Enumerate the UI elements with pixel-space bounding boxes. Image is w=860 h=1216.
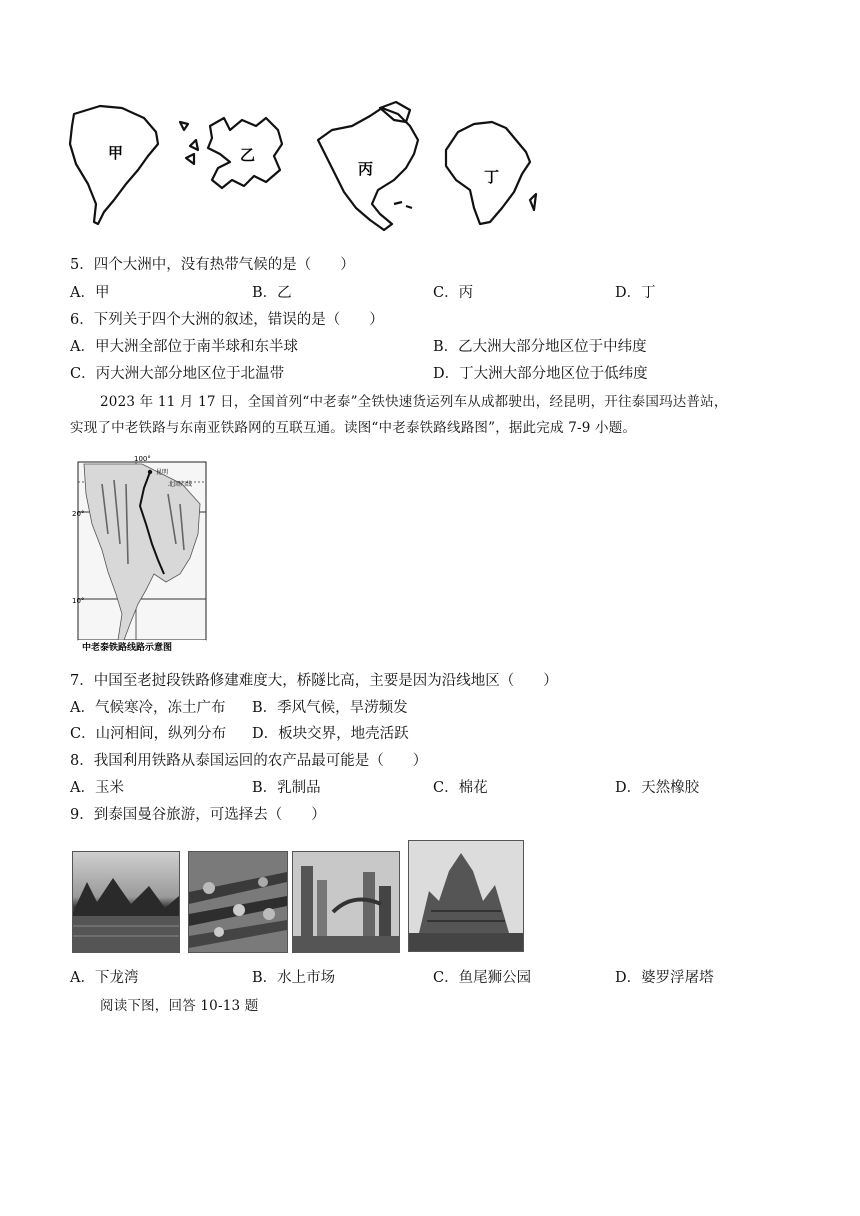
- longitude-label: 100°: [134, 455, 151, 463]
- next-instruction: 阅读下图，回答 10-13 题: [100, 998, 259, 1014]
- madagascar-outline: [530, 194, 536, 210]
- q6-option-b[interactable]: B．乙大洲大部分地区位于中纬度: [433, 339, 647, 355]
- q8-option-d[interactable]: D．天然橡胶: [615, 780, 700, 796]
- q7-stem: 7．中国至老挝段铁路修建难度大，桥隧比高，主要是因为沿线地区（ ）: [70, 673, 558, 689]
- q7-option-a[interactable]: A．气候寒冷，冻土广布: [70, 700, 226, 716]
- q6-stem: 6．下列关于四个大洲的叙述，错误的是（ ）: [70, 312, 384, 328]
- passage-line-1: 2023 年 11 月 17 日，全国首列“中老泰”全铁快速货运列车从成都驶出，经昆明，开往泰国玛达普站，: [100, 394, 728, 410]
- continent-outlines: [60, 100, 550, 240]
- photo-halong-bay: [72, 851, 180, 953]
- photo-floating-market: [188, 851, 288, 953]
- q8-option-a[interactable]: A．玉米: [70, 780, 124, 796]
- railway-map-caption: 中老泰铁路线路示意图: [82, 643, 173, 653]
- railway-map-figure: [72, 454, 212, 654]
- lat20-label: 20°: [72, 510, 85, 518]
- q5-stem: 5．四个大洲中，没有热带气候的是（ ）: [70, 257, 355, 273]
- q8-option-c[interactable]: C．棉花: [433, 780, 488, 796]
- q9-option-a[interactable]: A．下龙湾: [70, 970, 139, 986]
- q9-stem: 9．到泰国曼谷旅游，可选择去（ ）: [70, 807, 326, 823]
- q9-option-b[interactable]: B．水上市场: [252, 970, 336, 986]
- continent-maps: [60, 100, 550, 240]
- passage-line-2: 实现了中老铁路与东南亚铁路网的互联互通。读图“中老泰铁路线路图”，据此完成 7-9 小题。: [70, 420, 637, 436]
- label-yi: 乙: [240, 146, 256, 164]
- europe-island-3: [180, 122, 188, 130]
- q7-option-b[interactable]: B．季风气候，旱涝频发: [252, 700, 408, 716]
- q5-option-a[interactable]: A．甲: [70, 285, 110, 301]
- city-label-kunming: 昆明: [156, 469, 169, 476]
- photo-merlion-park: [292, 851, 400, 953]
- q6-option-c[interactable]: C．丙大洲大部分地区位于北温带: [70, 366, 285, 382]
- south-america-outline: [70, 106, 158, 224]
- q6-option-a[interactable]: A．甲大洲全部位于南半球和东半球: [70, 339, 298, 355]
- label-jia: 甲: [108, 144, 124, 162]
- q6-option-d[interactable]: D．丁大洲大部分地区位于低纬度: [433, 366, 648, 382]
- q5-option-c[interactable]: C．丙: [433, 285, 474, 301]
- q8-option-b[interactable]: B．乳制品: [252, 780, 321, 796]
- label-bing: 丙: [358, 160, 374, 178]
- europe-island-1: [190, 140, 198, 150]
- q8-stem: 8．我国利用铁路从泰国运回的农产品最可能是（ ）: [70, 753, 428, 769]
- railway-map: [72, 454, 212, 654]
- q7-option-c[interactable]: C．山河相间，纵列分布: [70, 726, 227, 742]
- lat10-label: 10°: [72, 597, 85, 605]
- label-ding: 丁: [484, 168, 500, 186]
- photo-borobudur: [408, 840, 524, 952]
- caribbean-islands: [394, 202, 412, 208]
- tropic-label: 北回归线: [168, 481, 193, 488]
- q5-option-d[interactable]: D．丁: [615, 285, 656, 301]
- q7-option-d[interactable]: D．板块交界，地壳活跃: [252, 726, 409, 742]
- q5-option-b[interactable]: B．乙: [252, 285, 292, 301]
- europe-island-2: [186, 154, 194, 164]
- q9-option-c[interactable]: C．鱼尾狮公园: [433, 970, 532, 986]
- q9-option-d[interactable]: D．婆罗浮屠塔: [615, 970, 714, 986]
